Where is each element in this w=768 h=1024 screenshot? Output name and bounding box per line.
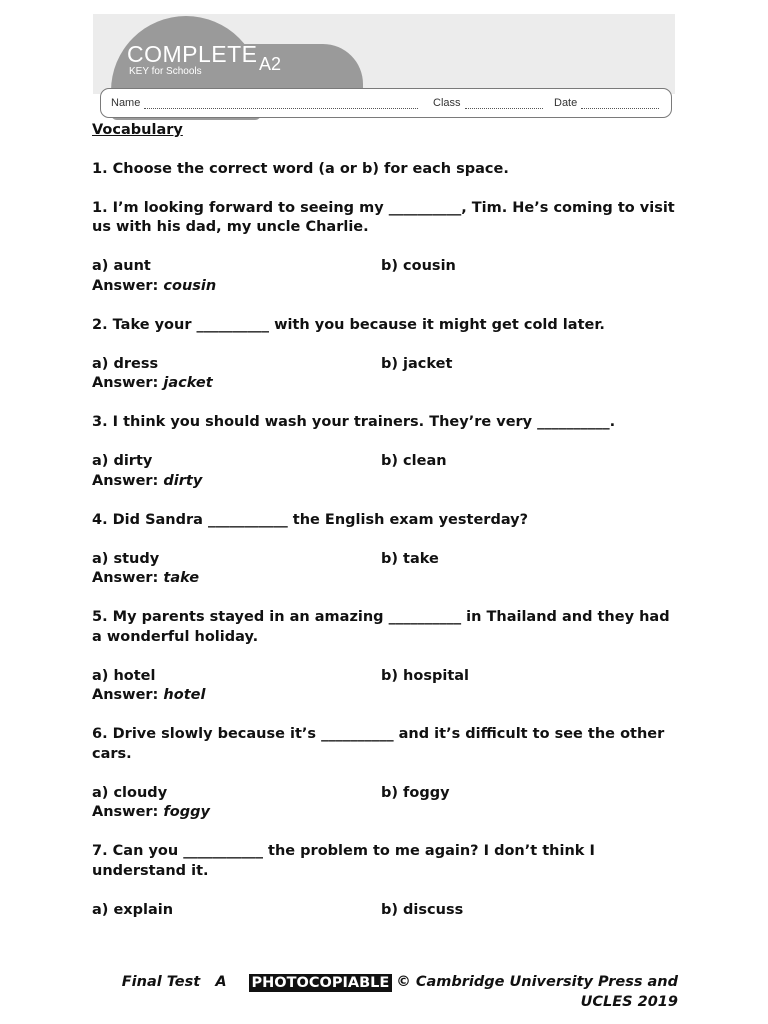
copyright-line-1: © Cambridge University Press and: [396, 974, 678, 990]
footer-test-label: Final Test A: [121, 974, 227, 990]
question-item: [92, 608, 682, 706]
question-item: [92, 316, 682, 394]
level-badge: A2: [259, 54, 282, 74]
question-text: 1. I’m looking forward to seeing my __________, Tim. He’s coming to visit us with his dad, my uncle Charlie.: [92, 199, 675, 235]
option-a[interactable]: a) hotel: [92, 667, 156, 684]
answer-value: jacket: [163, 375, 213, 391]
answer-line: [92, 569, 682, 589]
date-field[interactable]: [554, 97, 659, 109]
question-item: [92, 725, 682, 823]
option-a[interactable]: a) explain: [92, 901, 174, 918]
option-b[interactable]: b) take: [381, 550, 439, 567]
answer-value: cousin: [163, 277, 217, 294]
answer-options: [92, 355, 682, 375]
student-info-bar: [100, 88, 672, 118]
option-a[interactable]: a) dress: [92, 355, 159, 372]
answer-line: [92, 277, 682, 297]
option-b[interactable]: b) clean: [381, 453, 447, 469]
question-text: 2. Take your __________ with you because it might get cold later.: [92, 316, 605, 333]
date-label: Date: [554, 97, 578, 109]
instruction: 1. Choose the correct word (a or b) for each space.: [92, 160, 509, 177]
question-text: 6. Drive slowly because it’s __________ and it’s difficult to see the other cars.: [92, 726, 665, 762]
answer-label: Answer:: [92, 804, 159, 820]
answer-options: [92, 452, 682, 472]
answer-value: take: [163, 570, 200, 586]
answer-line: [92, 686, 682, 706]
course-logo: [127, 42, 258, 78]
logo-subtitle: KEY for Schools: [129, 66, 202, 77]
answer-value: foggy: [163, 804, 210, 820]
name-label: Name: [111, 97, 141, 109]
answer-line: [92, 374, 682, 394]
date-line: [581, 98, 659, 109]
copyright-line-2: UCLES 2019: [580, 993, 678, 1010]
name-line: [144, 98, 418, 109]
question-item: [92, 413, 682, 491]
option-a[interactable]: a) cloudy: [92, 784, 168, 801]
answer-value: hotel: [163, 687, 206, 703]
answer-options: [92, 667, 682, 687]
question-list: [92, 199, 682, 921]
answer-value: dirty: [163, 472, 203, 489]
question-text: 7. Can you ___________ the problem to me again? I don’t think I understand it.: [92, 843, 595, 879]
option-a[interactable]: a) aunt: [92, 258, 151, 274]
worksheet-body: [92, 121, 682, 920]
answer-label: Answer:: [92, 277, 159, 294]
answer-label: Answer:: [92, 472, 159, 489]
name-field[interactable]: [111, 97, 418, 109]
answer-options: [92, 257, 682, 277]
option-b[interactable]: b) cousin: [381, 258, 456, 274]
answer-options: [92, 784, 682, 804]
worksheet-header: [93, 14, 675, 120]
answer-label: Answer:: [92, 570, 159, 586]
option-b[interactable]: b) discuss: [381, 901, 464, 918]
question-item: [92, 199, 682, 297]
option-a[interactable]: a) dirty: [92, 453, 153, 469]
question-text: 3. I think you should wash your trainers. They’re very __________.: [92, 414, 616, 430]
page-footer: [96, 973, 678, 1012]
class-line: [465, 98, 543, 109]
question-item: [92, 511, 682, 589]
question-text: 5. My parents stayed in an amazing __________ in Thailand and they had a wonderful holiday.: [92, 609, 670, 645]
answer-line: [92, 803, 682, 823]
option-a[interactable]: a) study: [92, 550, 160, 567]
answer-label: Answer:: [92, 375, 159, 391]
answer-options: [92, 550, 682, 570]
answer-options: [92, 901, 682, 921]
section-title: Vocabulary: [92, 122, 183, 138]
option-b[interactable]: b) jacket: [381, 355, 453, 372]
class-field[interactable]: [433, 97, 543, 109]
photocopiable-badge: PHOTOCOPIABLE: [249, 974, 393, 992]
option-b[interactable]: b) foggy: [381, 784, 450, 801]
question-item: [92, 842, 682, 920]
option-b[interactable]: b) hospital: [381, 667, 470, 684]
question-text: 4. Did Sandra ___________ the English exam yesterday?: [92, 511, 529, 528]
logo-title: COMPLETE: [127, 41, 258, 67]
answer-line: [92, 472, 682, 492]
class-label: Class: [433, 97, 461, 109]
answer-label: Answer:: [92, 687, 159, 703]
